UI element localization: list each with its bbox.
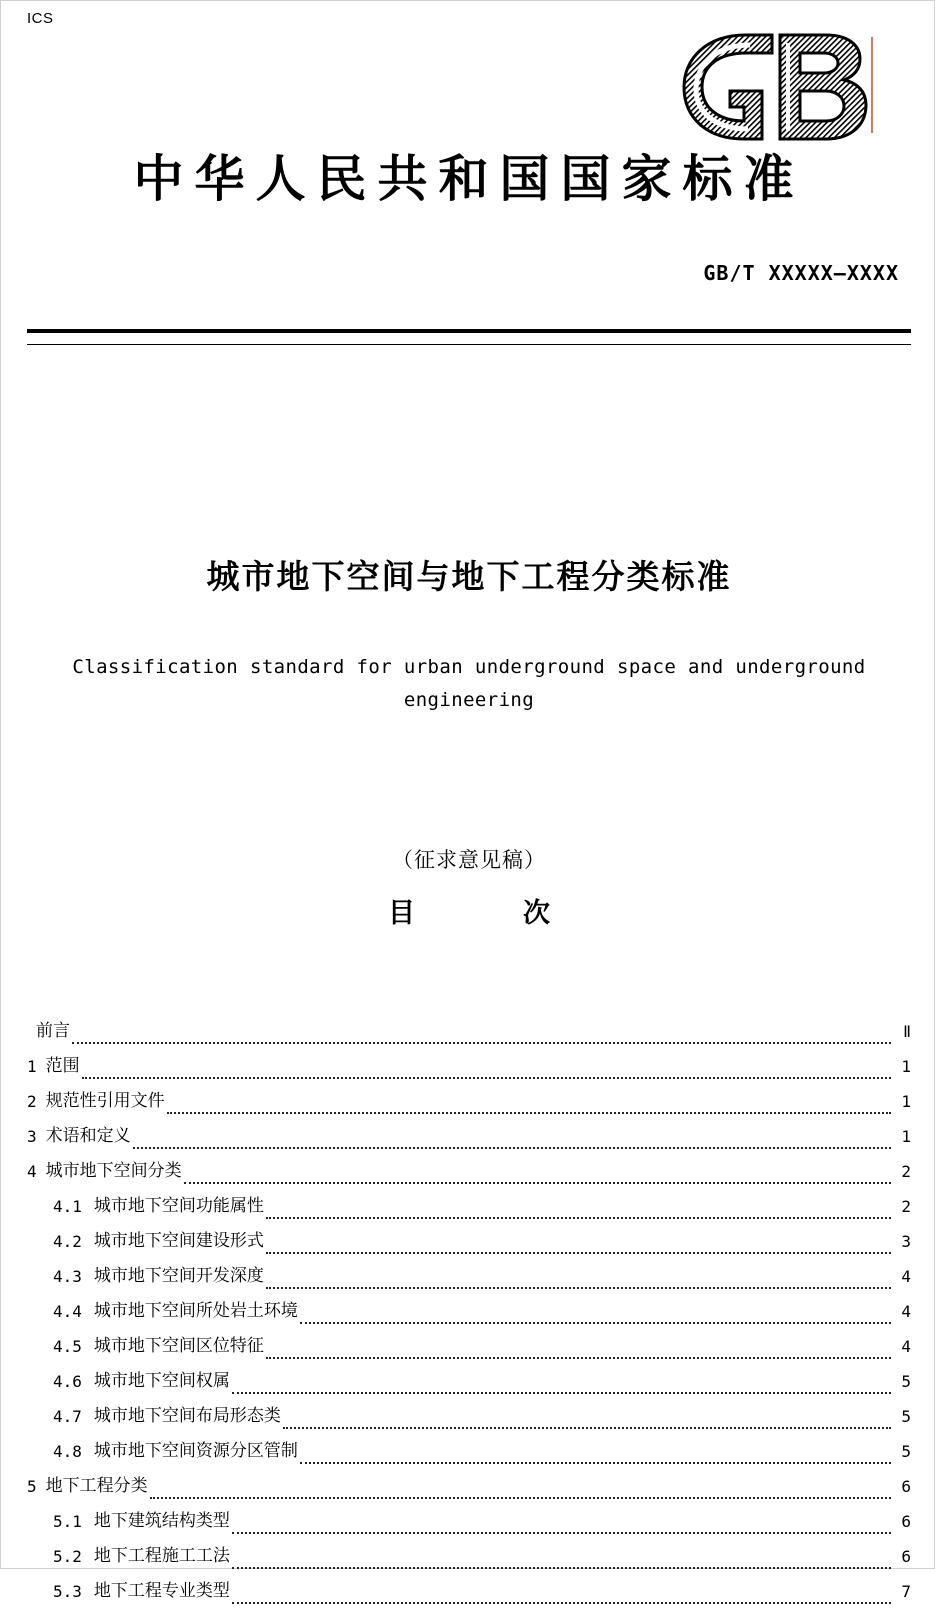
toc-entry-leader	[232, 1531, 891, 1534]
toc-entry-leader	[266, 1216, 891, 1219]
toc-entry-label: 城市地下空间权属	[93, 1371, 230, 1391]
standard-number: GB/T XXXXX—XXXX	[703, 261, 899, 285]
toc-entry[interactable]	[27, 1014, 911, 1049]
toc-entry[interactable]	[27, 1259, 911, 1294]
toc-entry-number: 4.5	[53, 1337, 82, 1356]
toc-entry-leader	[167, 1111, 891, 1114]
toc-entry-label: 前言	[36, 1021, 70, 1041]
toc-entry[interactable]	[27, 1574, 911, 1609]
toc-entry-number: 4.8	[53, 1442, 82, 1461]
toc-entry-leader	[72, 1041, 891, 1044]
toc-entry[interactable]	[27, 1189, 911, 1224]
toc-entry[interactable]	[27, 1294, 911, 1329]
toc-entry-page: 4	[901, 1267, 911, 1286]
toc-entry-page: 1	[901, 1127, 911, 1146]
toc-entry-label: 范围	[45, 1056, 80, 1076]
document-title-english	[27, 651, 911, 718]
toc-entry-leader	[266, 1356, 891, 1359]
toc-entry-page: 2	[901, 1162, 911, 1181]
toc-entry-number: 4.7	[53, 1407, 82, 1426]
toc-entry-page: 5	[901, 1407, 911, 1426]
toc-entry-page: 2	[901, 1197, 911, 1216]
toc-entry[interactable]	[27, 1329, 911, 1364]
toc-entry-number: 3	[27, 1127, 37, 1146]
toc-entry-leader	[266, 1251, 891, 1254]
toc-entry-label: 术语和定义	[45, 1126, 131, 1146]
document-title-english-line2: engineering	[403, 689, 535, 712]
toc-entry-page: 6	[901, 1512, 911, 1531]
toc-entry-page: Ⅱ	[903, 1022, 911, 1041]
toc-entry-leader	[266, 1286, 891, 1289]
toc-entry-leader	[300, 1461, 891, 1464]
toc-entry-page: 4	[901, 1302, 911, 1321]
toc-entry-label: 城市地下空间区位特征	[93, 1336, 264, 1356]
document-title-chinese: 城市地下空间与地下工程分类标准	[206, 557, 732, 596]
toc-entry-page: 6	[901, 1547, 911, 1566]
toc-entry[interactable]	[27, 1364, 911, 1399]
toc-entry-leader	[184, 1181, 891, 1184]
toc-entry-label: 地下建筑结构类型	[93, 1511, 230, 1531]
toc-entry[interactable]	[27, 1224, 911, 1259]
toc-entry-page: 5	[901, 1442, 911, 1461]
toc-entry-number: 4.3	[53, 1267, 82, 1286]
toc-entry-number: 5.2	[53, 1547, 82, 1566]
toc-entry-label: 城市地下空间布局形态类	[93, 1406, 281, 1426]
page-content	[27, 10, 911, 1601]
toc-entry-number: 4.6	[53, 1372, 82, 1391]
toc-entry[interactable]	[27, 1504, 911, 1539]
toc-entry-leader	[150, 1496, 891, 1499]
toc-entry-label: 城市地下空间分类	[45, 1161, 182, 1181]
toc-entry-label: 地下工程施工工法	[93, 1546, 230, 1566]
national-standard-title: 中华人民共和国国家标准	[133, 149, 805, 208]
toc-entry-number: 4.4	[53, 1302, 82, 1321]
document-title-english-line1: Classification standard for urban underground space and underground	[72, 656, 866, 678]
toc-entry[interactable]	[27, 1154, 911, 1189]
toc-entry-label: 城市地下空间所处岩土环境	[93, 1301, 298, 1321]
toc-entry-number: 2	[27, 1092, 37, 1111]
toc-entry-number: 4.2	[53, 1232, 82, 1251]
toc-entry-number: 4	[27, 1162, 37, 1181]
ics-label: ICS	[27, 10, 54, 27]
toc-entry-page: 7	[901, 1582, 911, 1601]
toc-entry-leader	[300, 1321, 891, 1324]
toc-entry[interactable]	[27, 1084, 911, 1119]
toc-entry-number: 5	[27, 1477, 37, 1496]
toc-entry-leader	[232, 1391, 891, 1394]
toc-entry-label: 规范性引用文件	[45, 1091, 165, 1111]
draft-status: （征求意见稿）	[392, 848, 546, 872]
toc-entry-page: 6	[901, 1477, 911, 1496]
header-rule-thick	[27, 329, 911, 333]
toc-entry-leader	[232, 1601, 891, 1604]
toc-entry-number: 4.1	[53, 1197, 82, 1216]
toc-entry-leader	[82, 1076, 891, 1079]
toc-entry-page: 1	[901, 1092, 911, 1111]
toc-entry-leader	[133, 1146, 891, 1149]
toc-entry-number: 1	[27, 1057, 37, 1076]
header-rule-thin	[27, 344, 911, 345]
toc-entry-label: 城市地下空间建设形式	[93, 1231, 264, 1251]
toc-heading: 目 次	[388, 898, 568, 929]
toc-entry-label: 地下工程分类	[45, 1476, 148, 1496]
toc-entry-page: 1	[901, 1057, 911, 1076]
toc-entry-label: 城市地下空间资源分区管制	[93, 1441, 298, 1461]
table-of-contents	[27, 1014, 911, 1609]
toc-entry[interactable]	[27, 1119, 911, 1154]
toc-entry-leader	[283, 1426, 891, 1429]
toc-entry[interactable]	[27, 1469, 911, 1504]
toc-entry-label: 城市地下空间功能属性	[93, 1196, 264, 1216]
toc-entry-label: 地下工程专业类型	[93, 1581, 230, 1601]
toc-entry-label: 城市地下空间开发深度	[93, 1266, 264, 1286]
toc-entry-page: 3	[901, 1232, 911, 1251]
toc-entry[interactable]	[27, 1434, 911, 1469]
gb-logo-icon	[676, 29, 891, 144]
toc-entry-number: 5.1	[53, 1512, 82, 1531]
toc-entry-page: 5	[901, 1372, 911, 1391]
toc-entry[interactable]	[27, 1049, 911, 1084]
toc-entry[interactable]	[27, 1399, 911, 1434]
toc-entry-number: 5.3	[53, 1582, 82, 1601]
toc-entry-page: 4	[901, 1337, 911, 1356]
